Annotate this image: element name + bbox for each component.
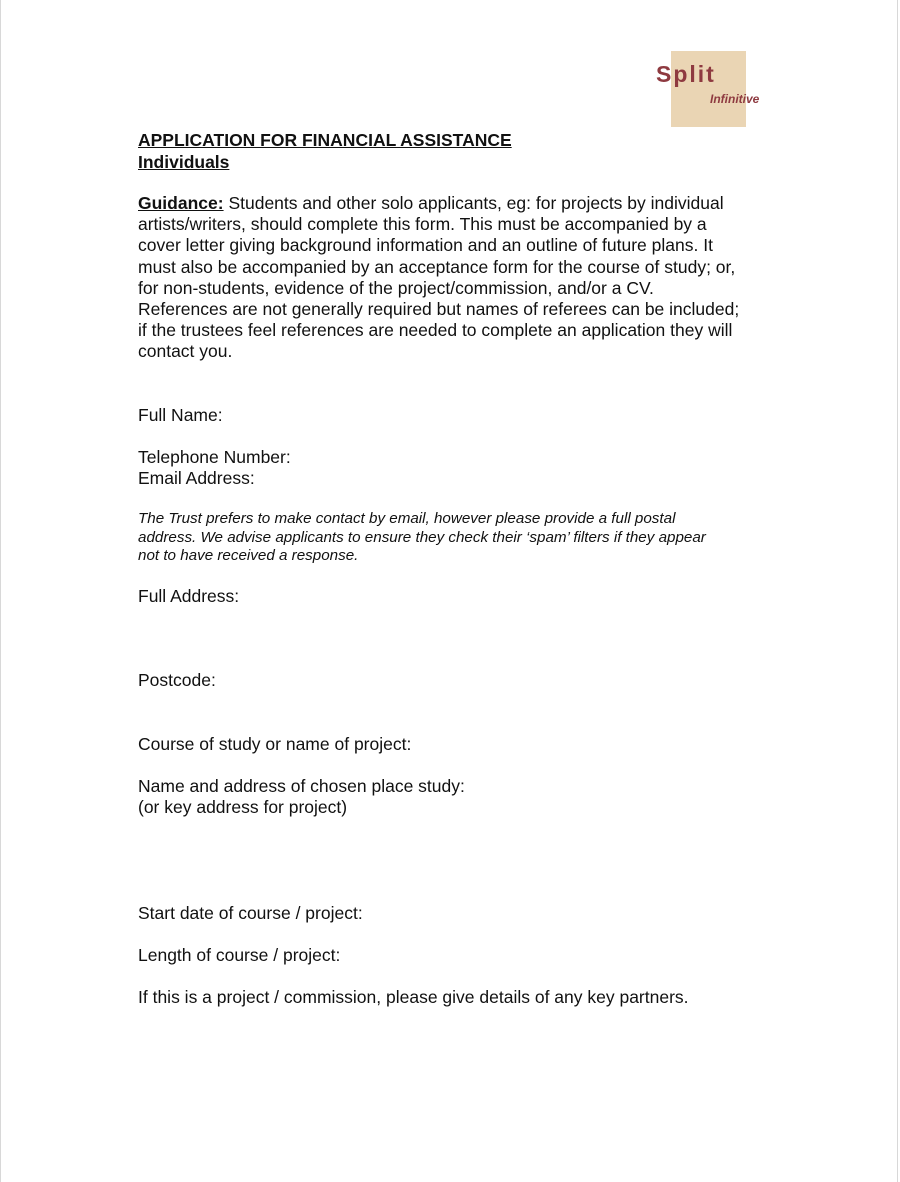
note-line: not to have received a response. (138, 547, 359, 564)
logo-title: Split (656, 61, 716, 87)
guidance-line: cover letter giving background information and an outline of future plans. It (138, 235, 713, 256)
contact-note (138, 510, 706, 566)
form-title: APPLICATION FOR FINANCIAL ASSISTANCE (138, 130, 512, 150)
field-label-start-date: Start date of course / project: (138, 903, 363, 923)
guidance-line: artists/writers, should complete this form. This must be accompanied by a (138, 214, 707, 235)
field-label-full-address: Full Address: (138, 586, 240, 606)
field-label-email: Email Address: (138, 468, 255, 488)
field-label-postcode: Postcode: (138, 670, 216, 690)
form-subtitle: Individuals (138, 152, 230, 172)
guidance-line: contact you. (138, 341, 233, 362)
guidance-line (138, 193, 778, 214)
guidance-text: Students and other solo applicants, eg: for projects by individual (223, 193, 724, 213)
guidance-paragraph (138, 193, 778, 363)
guidance-line: if the trustees feel references are needed to complete an application they will (138, 320, 733, 341)
field-label-course-name: Course of study or name of project: (138, 734, 412, 754)
field-label-full-name: Full Name: (138, 405, 223, 425)
guidance-line: must also be accompanied by an acceptance form for the course of study; or, (138, 256, 736, 277)
field-hint-place-of-study: (or key address for project) (138, 797, 348, 817)
note-line: The Trust prefers to make contact by email, however please provide a full postal (138, 510, 676, 527)
field-label-length: Length of course / project: (138, 945, 341, 965)
guidance-label: Guidance: (138, 193, 224, 213)
guidance-line: References are not generally required but names of referees can be included; (138, 299, 740, 320)
guidance-line: for non-students, evidence of the project/commission, and/or a CV. (138, 277, 654, 298)
field-label-telephone: Telephone Number: (138, 447, 291, 467)
note-line: address. We advise applicants to ensure they check their ‘spam’ filters if they appear (138, 528, 706, 546)
field-label-place-of-study: Name and address of chosen place study: (138, 776, 465, 796)
logo-subtitle: Infinitive (710, 92, 760, 106)
field-label-key-partners: If this is a project / commission, please give details of any key partners. (138, 987, 689, 1007)
